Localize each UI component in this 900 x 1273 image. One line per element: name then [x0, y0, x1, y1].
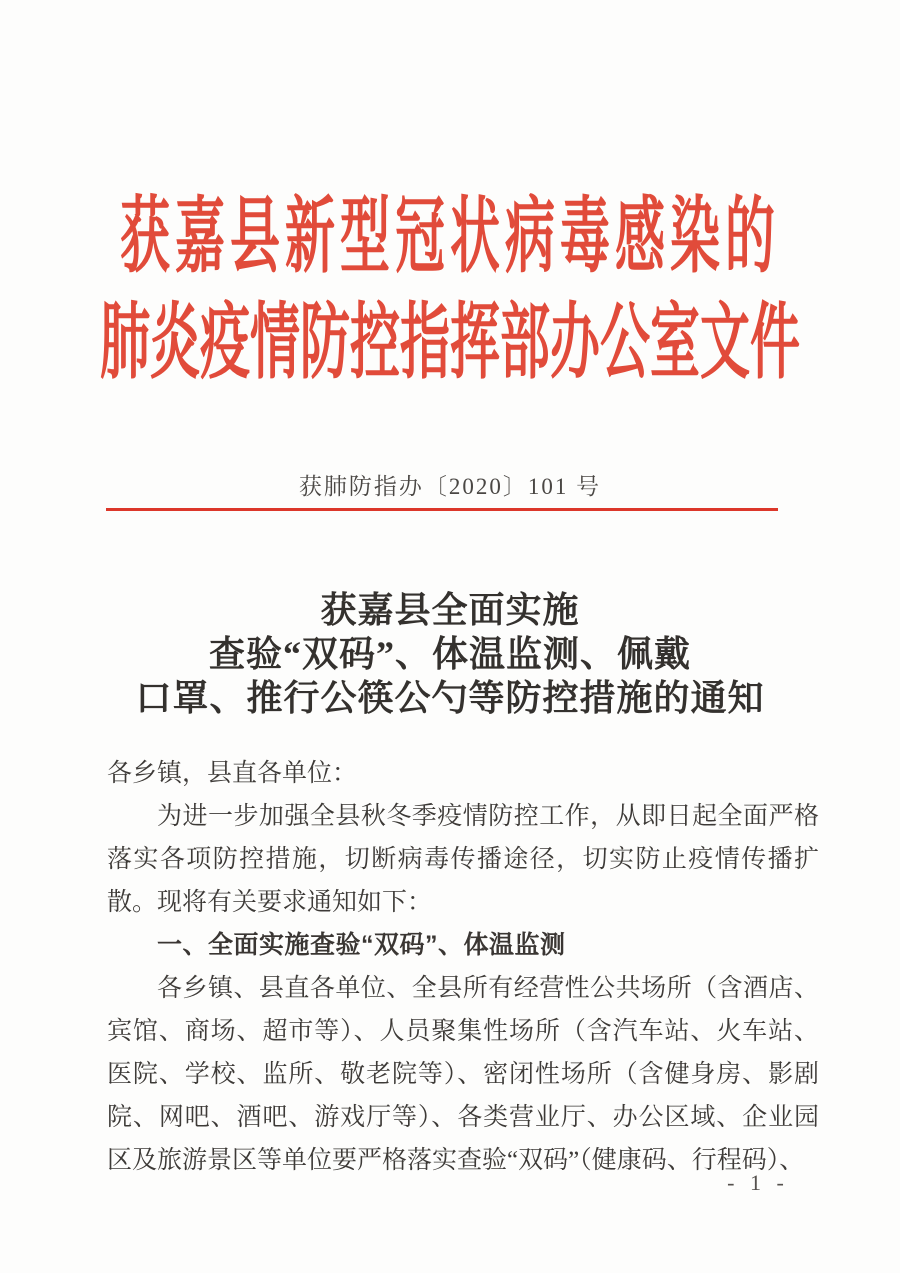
section-1-heading: 一、全面实施查验“双码”、体温监测: [157, 931, 566, 959]
intro-paragraph: 为进一步加强全县秋冬季疫情防控工作，从即日起全面严格落实各项防控措施，切断病毒传播途径，切实防止疫情传播扩散。现将有关要求通知如下：: [107, 803, 819, 916]
letterhead: [0, 183, 900, 395]
title-line-1: 获嘉县全面实施: [320, 590, 580, 630]
page-number: - 1 -: [727, 1170, 789, 1195]
salutation: 各乡镇，县直各单位：: [107, 760, 358, 787]
letterhead-line-1: 获嘉县新型冠状病毒感染的: [120, 189, 780, 283]
section-1-paragraph: 各乡镇、县直各单位、全县所有经营性公共场所（含酒店、宾馆、商场、超市等）、人员聚集性场所（含汽车站、火车站、医院、学校、监所、敬老院等）、密闭性场所（含健身房、影剧院、网吧、酒吧、游戏厅等）、各类营业厅、办公区域、企业园区及旅游景区等单位要严格落实查验“双码”（健康码、行程码）、: [107, 975, 819, 1174]
red-divider-line: [106, 508, 778, 511]
document-body: [107, 752, 819, 1182]
title-line-2: 查验“双码”、体温监测、佩戴: [208, 634, 691, 674]
title-line-3: 口罩、推行公筷公勺等防控措施的通知: [135, 678, 765, 718]
document-number: 获肺防指办〔2020〕101 号: [298, 474, 602, 499]
document-title: [0, 588, 900, 720]
letterhead-line-2: 肺炎疫情防控指挥部办公室文件: [100, 295, 800, 389]
